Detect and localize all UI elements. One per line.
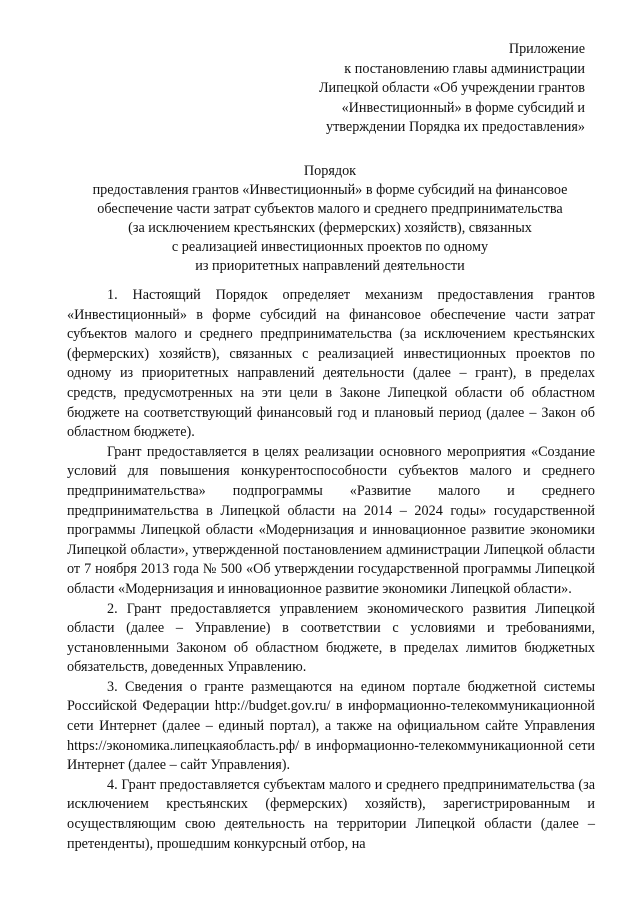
title-line: из приоритетных направлений деятельности (195, 258, 465, 274)
appendix-line: Приложение (508, 41, 585, 57)
title-line: (за исключением крестьянских (фермерских) хозяйств), связанных (128, 220, 532, 236)
paragraph-2: 2. Грант предоставляется управлением экономического развития Липецкой области (далее – Управление) в соответствии с условиями и требованиями, установленными Законом об областном бюджете, в пределах лимитов бюджетных обязательств, доведенных Управлению. (67, 600, 595, 676)
title-line: обеспечение части затрат субъектов малого и среднего предпринимательства (97, 201, 563, 217)
document-body (67, 286, 595, 854)
paragraph-grant-purpose: Грант предоставляется в целях реализации основного мероприятия «Создание условий для повышения конкурентоспособности субъектов малого и среднего предпринимательства» подпрограммы «Развитие малого и среднего предпринимательства в Липецкой области на 2014 – 2024 годы» государственной программы Липецкой области «Модернизация и инновационное развитие экономики Липецкой области», утвержденной постановлением администрации Липецкой области от 7 ноября 2013 года № 500 «Об утверждении государственной программы Липецкой области «Модернизация и инновационное развитие экономики Липецкой области». (67, 443, 595, 597)
appendix-line: утверждении Порядка их предоставления» (326, 119, 585, 135)
title-line: предоставления грантов «Инвестиционный» в форме субсидий на финансовое (92, 182, 568, 198)
title-line: Порядок (303, 163, 357, 179)
paragraph-4: 4. Грант предоставляется субъектам малого и среднего предпринимательства (за исключением крестьянских (фермерских) хозяйств), зарегистрированным и осуществляющим свою деятельность на территории Липецкой области (далее – претенденты), прошедшим конкурсный отбор, на (67, 776, 595, 852)
title-line: с реализацией инвестиционных проектов по одному (171, 239, 489, 255)
appendix-header (255, 40, 585, 138)
paragraph-3: 3. Сведения о гранте размещаются на едином портале бюджетной системы Российской Федерации http://budget.gov.ru/ в информационно-телекоммуникационной сети Интернет (далее – единый портал), а также на официальном сайте Управления https://экономика.липецкаяобласть.рф/ в информационно-телекоммуникационной сети Интернет (далее – сайт Управления). (67, 678, 595, 774)
document-title (40, 162, 620, 276)
paragraph-1: 1. Настоящий Порядок определяет механизм предоставления грантов «Инвестиционный» в форме субсидий на финансовое обеспечение части затрат субъектов малого и среднего предпринимательства (за исключением крестьянских (фермерских) хозяйств), связанных с реализацией инвестиционных проектов по одному из приоритетных направлений деятельности (далее – грант), в пределах средств, предусмотренных на эти цели в Законе Липецкой области об областном бюджете на соответствующий финансовый год и плановый период (далее – Закон об областном бюджете). (67, 287, 595, 441)
appendix-line: «Инвестиционный» в форме субсидий и (341, 99, 585, 116)
appendix-line: к постановлению главы администрации (344, 60, 585, 77)
appendix-line: Липецкой области «Об учреждении грантов (318, 80, 585, 96)
